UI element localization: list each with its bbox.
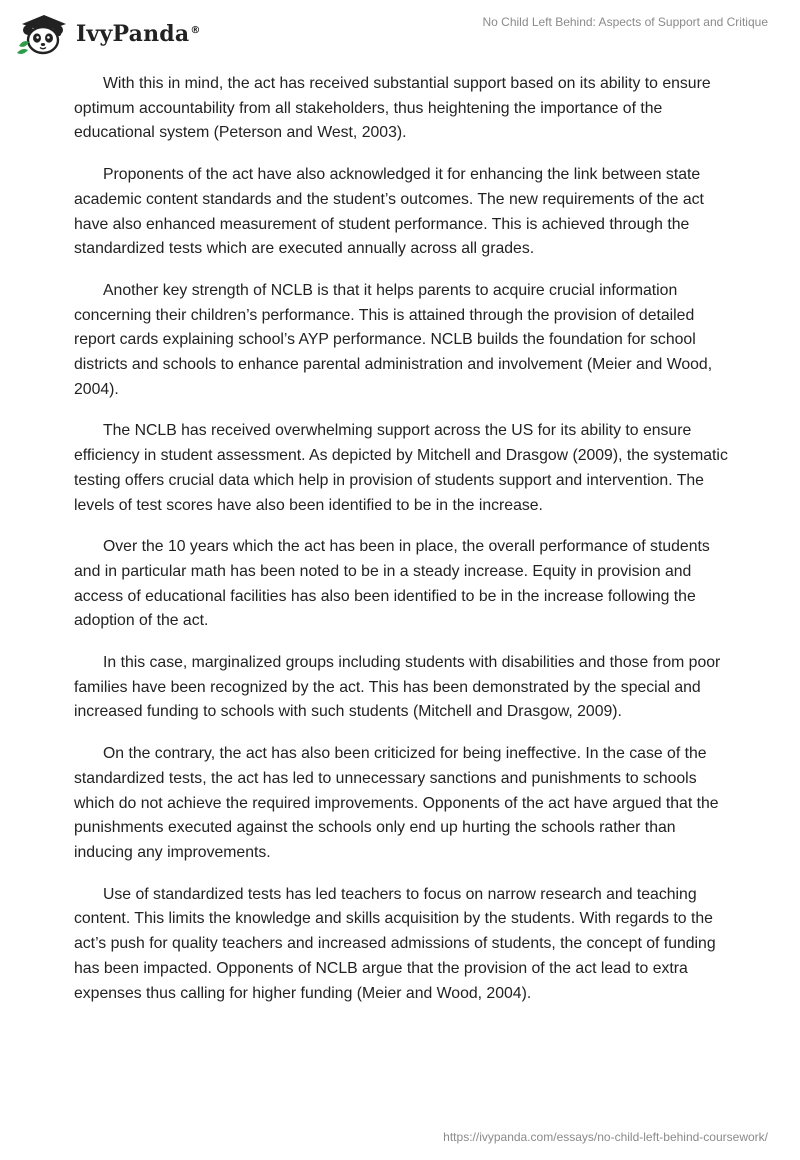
page-header — [0, 0, 800, 64]
essay-paragraph: In this case, marginalized groups including students with disabilities and those from poor families have been recognized by the act. This has been demonstrated by the special and increased funding to schools with such students (Mitchell and Drasgow, 2009). — [74, 654, 721, 721]
logo-wordmark: IvyPanda® — [76, 21, 201, 47]
source-url[interactable]: https://ivypanda.com/essays/no-child-left-behind-coursework/ — [443, 1130, 768, 1144]
ivypanda-logo[interactable] — [14, 12, 201, 56]
panda-graduation-cap-icon — [14, 12, 70, 56]
essay-paragraph: Proponents of the act have also acknowledged it for enhancing the link between state academic content standards and the student’s outcomes. The new requirements of the act have also enhanced measurement of student performance. This is achieved through the standardized tests which are executed annually across all grades. — [74, 166, 704, 258]
essay-paragraph: With this in mind, the act has received substantial support based on its ability to ensure optimum accountability from all stakeholders, thus heightening the importance of the educational system (Peterson and West, 2003). — [74, 75, 711, 142]
document-title: No Child Left Behind: Aspects of Support and Critique — [482, 15, 768, 29]
registered-mark: ® — [190, 24, 201, 36]
essay-paragraph: Over the 10 years which the act has been in place, the overall performance of students and in particular math has been noted to be in a steady increase. Equity in provision and access of educational facilities has also been identified to be in the increase following the adoption of the act. — [74, 538, 710, 630]
essay-paragraph: Use of standardized tests has led teachers to focus on narrow research and teaching content. This limits the knowledge and skills acquisition by the students. With regards to the act’s push for quality teachers and increased admissions of students, the concept of funding has been impacted. Opponents of NCLB argue that the provision of the act lead to extra expenses thus calling for higher funding (Meier and Wood, 2004). — [74, 885, 716, 1002]
essay-paragraph: The NCLB has received overwhelming support across the US for its ability to ensure efficiency in student assessment. As depicted by Mitchell and Drasgow (2009), the systematic testing offers crucial data which help in provision of students support and intervention. The levels of test scores have also been identified to be in the increase. — [74, 422, 728, 514]
essay-body — [74, 72, 734, 1023]
essay-paragraph: On the contrary, the act has also been criticized for being ineffective. In the case of the standardized tests, the act has led to unnecessary sanctions and punishments to schools which do not achieve the required improvements. Opponents of the act have argued that the punishments executed against the schools only end up hurting the schools rather than inducing any improvements. — [74, 745, 719, 861]
essay-paragraph: Another key strength of NCLB is that it helps parents to acquire crucial information concerning their children’s performance. This is attained through the provision of detailed report cards explaining school’s AYP performance. NCLB builds the foundation for school districts and schools to enhance parental administration and involvement (Meier and Wood, 2004). — [74, 281, 713, 398]
